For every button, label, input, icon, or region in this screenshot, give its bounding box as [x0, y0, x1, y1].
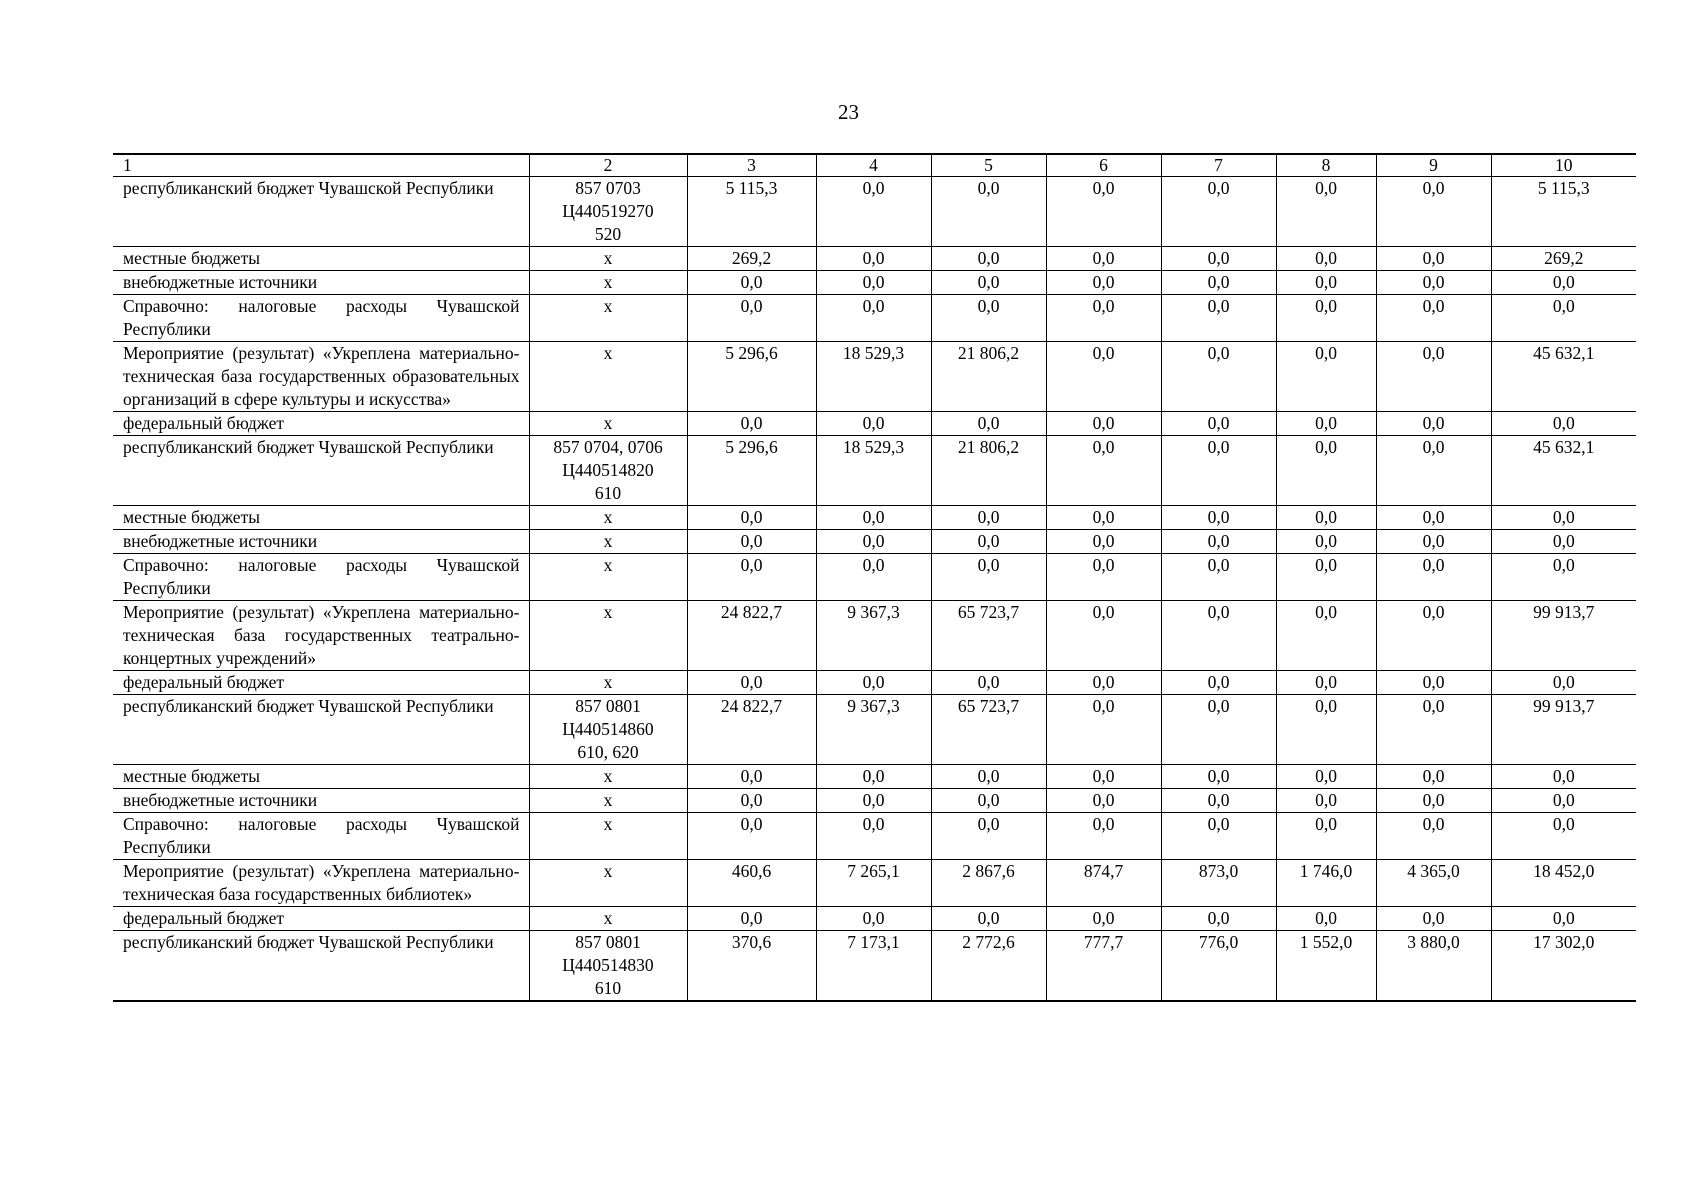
- value-cell: 0,0: [816, 271, 931, 295]
- budget-code-cell: [529, 765, 687, 789]
- column-header: 7: [1161, 154, 1276, 177]
- budget-code-line: 520: [594, 224, 622, 244]
- value-cell: 269,2: [687, 247, 816, 271]
- value-cell: 0,0: [1161, 247, 1276, 271]
- budget-code-line: х: [603, 507, 613, 527]
- budget-code-line: х: [603, 555, 613, 575]
- budget-code-line: х: [603, 766, 613, 786]
- value-cell: 0,0: [1491, 789, 1636, 813]
- value-cell: 0,0: [1376, 907, 1491, 931]
- value-cell: 0,0: [1161, 789, 1276, 813]
- value-cell: 1 552,0: [1276, 931, 1376, 1002]
- value-cell: 18 452,0: [1491, 860, 1636, 907]
- value-cell: 0,0: [1161, 671, 1276, 695]
- value-cell: 0,0: [931, 554, 1046, 601]
- value-cell: 0,0: [1491, 907, 1636, 931]
- table-row: [113, 907, 1636, 931]
- budget-code-line: 610: [594, 483, 622, 503]
- column-header: 8: [1276, 154, 1376, 177]
- value-cell: 45 632,1: [1491, 342, 1636, 412]
- value-cell: 0,0: [1376, 765, 1491, 789]
- value-cell: 0,0: [1276, 247, 1376, 271]
- value-cell: 0,0: [687, 765, 816, 789]
- value-cell: 0,0: [687, 271, 816, 295]
- value-cell: 0,0: [1276, 765, 1376, 789]
- value-cell: 0,0: [1491, 554, 1636, 601]
- value-cell: 7 173,1: [816, 931, 931, 1002]
- value-cell: 0,0: [1046, 695, 1161, 765]
- table-row: [113, 601, 1636, 671]
- value-cell: 45 632,1: [1491, 436, 1636, 506]
- row-label: Справочно: налоговые расходы Чувашской Республики: [113, 813, 529, 860]
- value-cell: 5 115,3: [687, 177, 816, 247]
- value-cell: 0,0: [1276, 271, 1376, 295]
- budget-code-cell: [529, 295, 687, 342]
- table-row: [113, 671, 1636, 695]
- column-header: 6: [1046, 154, 1161, 177]
- budget-code-line: Ц440519270: [562, 201, 654, 221]
- value-cell: 0,0: [1491, 530, 1636, 554]
- budget-code-cell: [529, 671, 687, 695]
- value-cell: 0,0: [1276, 813, 1376, 860]
- budget-code-cell: [529, 412, 687, 436]
- table-header-row: [113, 154, 1636, 177]
- value-cell: 99 913,7: [1491, 601, 1636, 671]
- value-cell: 0,0: [1276, 530, 1376, 554]
- value-cell: 9 367,3: [816, 695, 931, 765]
- value-cell: 0,0: [1161, 765, 1276, 789]
- budget-code-cell: [529, 860, 687, 907]
- budget-code-line: 610: [594, 978, 622, 998]
- value-cell: 0,0: [816, 813, 931, 860]
- value-cell: 0,0: [1161, 530, 1276, 554]
- budget-code-line: х: [603, 248, 613, 268]
- table-row: [113, 530, 1636, 554]
- budget-code-line: Ц440514860: [562, 719, 654, 739]
- row-label: местные бюджеты: [113, 506, 529, 530]
- row-label: внебюджетные источники: [113, 789, 529, 813]
- row-label: Мероприятие (результат) «Укреплена материально-техническая база государственных театрально-концертных учреждений»: [113, 601, 529, 671]
- value-cell: 873,0: [1161, 860, 1276, 907]
- budget-code-cell: [529, 506, 687, 530]
- value-cell: 269,2: [1491, 247, 1636, 271]
- value-cell: 0,0: [1376, 554, 1491, 601]
- budget-code-cell: [529, 695, 687, 765]
- value-cell: 0,0: [1046, 530, 1161, 554]
- value-cell: 0,0: [816, 907, 931, 931]
- budget-code-line: Ц440514820: [562, 460, 654, 480]
- value-cell: 0,0: [931, 530, 1046, 554]
- value-cell: 1 746,0: [1276, 860, 1376, 907]
- value-cell: 0,0: [687, 412, 816, 436]
- value-cell: 0,0: [1046, 247, 1161, 271]
- value-cell: 0,0: [931, 813, 1046, 860]
- value-cell: 65 723,7: [931, 695, 1046, 765]
- row-label: внебюджетные источники: [113, 271, 529, 295]
- budget-code-line: х: [603, 343, 613, 363]
- row-label: федеральный бюджет: [113, 412, 529, 436]
- value-cell: 0,0: [1491, 271, 1636, 295]
- value-cell: 0,0: [1276, 506, 1376, 530]
- value-cell: 0,0: [816, 671, 931, 695]
- value-cell: 5 296,6: [687, 436, 816, 506]
- value-cell: 0,0: [687, 671, 816, 695]
- value-cell: 0,0: [687, 907, 816, 931]
- value-cell: 0,0: [1376, 271, 1491, 295]
- value-cell: 0,0: [1161, 554, 1276, 601]
- value-cell: 874,7: [1046, 860, 1161, 907]
- budget-code-line: х: [603, 861, 613, 881]
- value-cell: 0,0: [1376, 342, 1491, 412]
- value-cell: 0,0: [1046, 789, 1161, 813]
- value-cell: 0,0: [931, 412, 1046, 436]
- budget-code-cell: [529, 177, 687, 247]
- row-label: Мероприятие (результат) «Укреплена материально-техническая база государственных библиотек»: [113, 860, 529, 907]
- budget-code-cell: [529, 813, 687, 860]
- row-label: Справочно: налоговые расходы Чувашской Республики: [113, 295, 529, 342]
- value-cell: 2 772,6: [931, 931, 1046, 1002]
- budget-code-line: 857 0703: [575, 178, 641, 198]
- value-cell: 0,0: [1376, 412, 1491, 436]
- value-cell: 0,0: [1161, 295, 1276, 342]
- value-cell: 2 867,6: [931, 860, 1046, 907]
- budget-code-cell: [529, 554, 687, 601]
- column-header: 9: [1376, 154, 1491, 177]
- row-label: местные бюджеты: [113, 247, 529, 271]
- value-cell: 0,0: [1276, 671, 1376, 695]
- value-cell: 0,0: [1376, 506, 1491, 530]
- value-cell: 0,0: [1046, 295, 1161, 342]
- value-cell: 0,0: [816, 295, 931, 342]
- value-cell: 777,7: [1046, 931, 1161, 1002]
- value-cell: 0,0: [1376, 177, 1491, 247]
- row-label: федеральный бюджет: [113, 907, 529, 931]
- row-label: местные бюджеты: [113, 765, 529, 789]
- table-row: [113, 813, 1636, 860]
- table-row: [113, 931, 1636, 1002]
- row-label: внебюджетные источники: [113, 530, 529, 554]
- value-cell: 0,0: [1376, 436, 1491, 506]
- value-cell: 7 265,1: [816, 860, 931, 907]
- budget-code-cell: [529, 271, 687, 295]
- value-cell: 0,0: [1046, 271, 1161, 295]
- value-cell: 0,0: [1046, 342, 1161, 412]
- table-row: [113, 506, 1636, 530]
- value-cell: 0,0: [816, 412, 931, 436]
- value-cell: 0,0: [1161, 907, 1276, 931]
- value-cell: 0,0: [1376, 813, 1491, 860]
- value-cell: 0,0: [1376, 789, 1491, 813]
- value-cell: 370,6: [687, 931, 816, 1002]
- table-row: [113, 695, 1636, 765]
- value-cell: 0,0: [1276, 436, 1376, 506]
- value-cell: 0,0: [1376, 247, 1491, 271]
- table-row: [113, 789, 1636, 813]
- table-row: [113, 342, 1636, 412]
- value-cell: 0,0: [1161, 601, 1276, 671]
- value-cell: 776,0: [1161, 931, 1276, 1002]
- value-cell: 0,0: [687, 506, 816, 530]
- value-cell: 0,0: [687, 813, 816, 860]
- value-cell: 0,0: [931, 671, 1046, 695]
- table-row: [113, 765, 1636, 789]
- table-row: [113, 554, 1636, 601]
- budget-code-line: 857 0801: [575, 696, 641, 716]
- value-cell: 0,0: [1491, 765, 1636, 789]
- budget-code-line: 857 0801: [575, 932, 641, 952]
- value-cell: 0,0: [1276, 177, 1376, 247]
- budget-code-line: Ц440514830: [562, 955, 654, 975]
- value-cell: 0,0: [816, 789, 931, 813]
- value-cell: 99 913,7: [1491, 695, 1636, 765]
- value-cell: 0,0: [1276, 695, 1376, 765]
- value-cell: 0,0: [1161, 813, 1276, 860]
- value-cell: 0,0: [687, 530, 816, 554]
- value-cell: 0,0: [687, 554, 816, 601]
- budget-code-line: х: [603, 413, 613, 433]
- table-row: [113, 177, 1636, 247]
- value-cell: 0,0: [1161, 177, 1276, 247]
- value-cell: 0,0: [1491, 412, 1636, 436]
- value-cell: 0,0: [1376, 295, 1491, 342]
- value-cell: 0,0: [816, 765, 931, 789]
- page-number: 23: [838, 100, 859, 124]
- value-cell: 460,6: [687, 860, 816, 907]
- budget-code-cell: [529, 436, 687, 506]
- value-cell: 0,0: [1161, 695, 1276, 765]
- budget-code-cell: [529, 907, 687, 931]
- budget-code-line: х: [603, 296, 613, 316]
- row-label: республиканский бюджет Чувашской Республики: [113, 931, 529, 1002]
- value-cell: 0,0: [687, 295, 816, 342]
- value-cell: 24 822,7: [687, 601, 816, 671]
- row-label: Мероприятие (результат) «Укреплена материально-техническая база государственных образовательных организаций в сфере культуры и искусства»: [113, 342, 529, 412]
- value-cell: 0,0: [816, 177, 931, 247]
- value-cell: 0,0: [931, 271, 1046, 295]
- value-cell: 0,0: [1376, 601, 1491, 671]
- value-cell: 0,0: [816, 554, 931, 601]
- value-cell: 0,0: [1276, 342, 1376, 412]
- column-header: 3: [687, 154, 816, 177]
- value-cell: 0,0: [1491, 671, 1636, 695]
- value-cell: 0,0: [816, 530, 931, 554]
- value-cell: 0,0: [1491, 295, 1636, 342]
- value-cell: 0,0: [1376, 695, 1491, 765]
- table-row: [113, 247, 1636, 271]
- row-label: республиканский бюджет Чувашской Республики: [113, 436, 529, 506]
- value-cell: 3 880,0: [1376, 931, 1491, 1002]
- budget-code-line: 857 0704, 0706: [553, 437, 663, 457]
- value-cell: 0,0: [1276, 295, 1376, 342]
- value-cell: 0,0: [1046, 907, 1161, 931]
- value-cell: 0,0: [1276, 412, 1376, 436]
- budget-code-cell: [529, 601, 687, 671]
- budget-code-line: х: [603, 908, 613, 928]
- budget-code-cell: [529, 931, 687, 1002]
- budget-code-cell: [529, 342, 687, 412]
- value-cell: 0,0: [1161, 271, 1276, 295]
- row-label: республиканский бюджет Чувашской Республики: [113, 695, 529, 765]
- value-cell: 0,0: [1046, 554, 1161, 601]
- value-cell: 21 806,2: [931, 436, 1046, 506]
- value-cell: 0,0: [1276, 907, 1376, 931]
- row-label: Справочно: налоговые расходы Чувашской Республики: [113, 554, 529, 601]
- value-cell: 0,0: [1161, 412, 1276, 436]
- value-cell: 0,0: [1046, 601, 1161, 671]
- value-cell: 0,0: [1376, 671, 1491, 695]
- value-cell: 0,0: [931, 506, 1046, 530]
- value-cell: 0,0: [1046, 177, 1161, 247]
- column-header: 4: [816, 154, 931, 177]
- value-cell: 0,0: [931, 295, 1046, 342]
- value-cell: 0,0: [1276, 601, 1376, 671]
- budget-code-cell: [529, 247, 687, 271]
- value-cell: 18 529,3: [816, 342, 931, 412]
- value-cell: 17 302,0: [1491, 931, 1636, 1002]
- value-cell: 0,0: [931, 247, 1046, 271]
- budget-code-line: х: [603, 790, 613, 810]
- value-cell: 0,0: [931, 765, 1046, 789]
- value-cell: 4 365,0: [1376, 860, 1491, 907]
- value-cell: 65 723,7: [931, 601, 1046, 671]
- value-cell: 18 529,3: [816, 436, 931, 506]
- value-cell: 0,0: [1046, 671, 1161, 695]
- value-cell: 0,0: [1376, 530, 1491, 554]
- table-row: [113, 271, 1636, 295]
- table-row: [113, 436, 1636, 506]
- budget-code-line: х: [603, 531, 613, 551]
- table-row: [113, 295, 1636, 342]
- column-header: 5: [931, 154, 1046, 177]
- column-header: 2: [529, 154, 687, 177]
- value-cell: 21 806,2: [931, 342, 1046, 412]
- value-cell: 0,0: [931, 907, 1046, 931]
- value-cell: 5 296,6: [687, 342, 816, 412]
- table-row: [113, 412, 1636, 436]
- value-cell: 0,0: [1161, 436, 1276, 506]
- column-header: 1: [113, 154, 529, 177]
- value-cell: 0,0: [1491, 813, 1636, 860]
- budget-table: [113, 153, 1636, 1002]
- value-cell: 0,0: [1161, 342, 1276, 412]
- value-cell: 0,0: [931, 789, 1046, 813]
- budget-code-cell: [529, 789, 687, 813]
- value-cell: 0,0: [1046, 412, 1161, 436]
- table-row: [113, 860, 1636, 907]
- budget-code-line: х: [603, 602, 613, 622]
- value-cell: 0,0: [1276, 789, 1376, 813]
- value-cell: 0,0: [1046, 765, 1161, 789]
- budget-code-cell: [529, 530, 687, 554]
- value-cell: 0,0: [1046, 813, 1161, 860]
- budget-code-line: 610, 620: [577, 742, 639, 762]
- value-cell: 0,0: [1161, 506, 1276, 530]
- budget-code-line: х: [603, 814, 613, 834]
- value-cell: 0,0: [1046, 506, 1161, 530]
- value-cell: 5 115,3: [1491, 177, 1636, 247]
- row-label: республиканский бюджет Чувашской Республики: [113, 177, 529, 247]
- budget-code-line: х: [603, 672, 613, 692]
- value-cell: 24 822,7: [687, 695, 816, 765]
- value-cell: 0,0: [1276, 554, 1376, 601]
- column-header: 10: [1491, 154, 1636, 177]
- value-cell: 9 367,3: [816, 601, 931, 671]
- budget-code-line: х: [603, 272, 613, 292]
- value-cell: 0,0: [816, 506, 931, 530]
- value-cell: 0,0: [1046, 436, 1161, 506]
- value-cell: 0,0: [1491, 506, 1636, 530]
- value-cell: 0,0: [816, 247, 931, 271]
- value-cell: 0,0: [687, 789, 816, 813]
- row-label: федеральный бюджет: [113, 671, 529, 695]
- value-cell: 0,0: [931, 177, 1046, 247]
